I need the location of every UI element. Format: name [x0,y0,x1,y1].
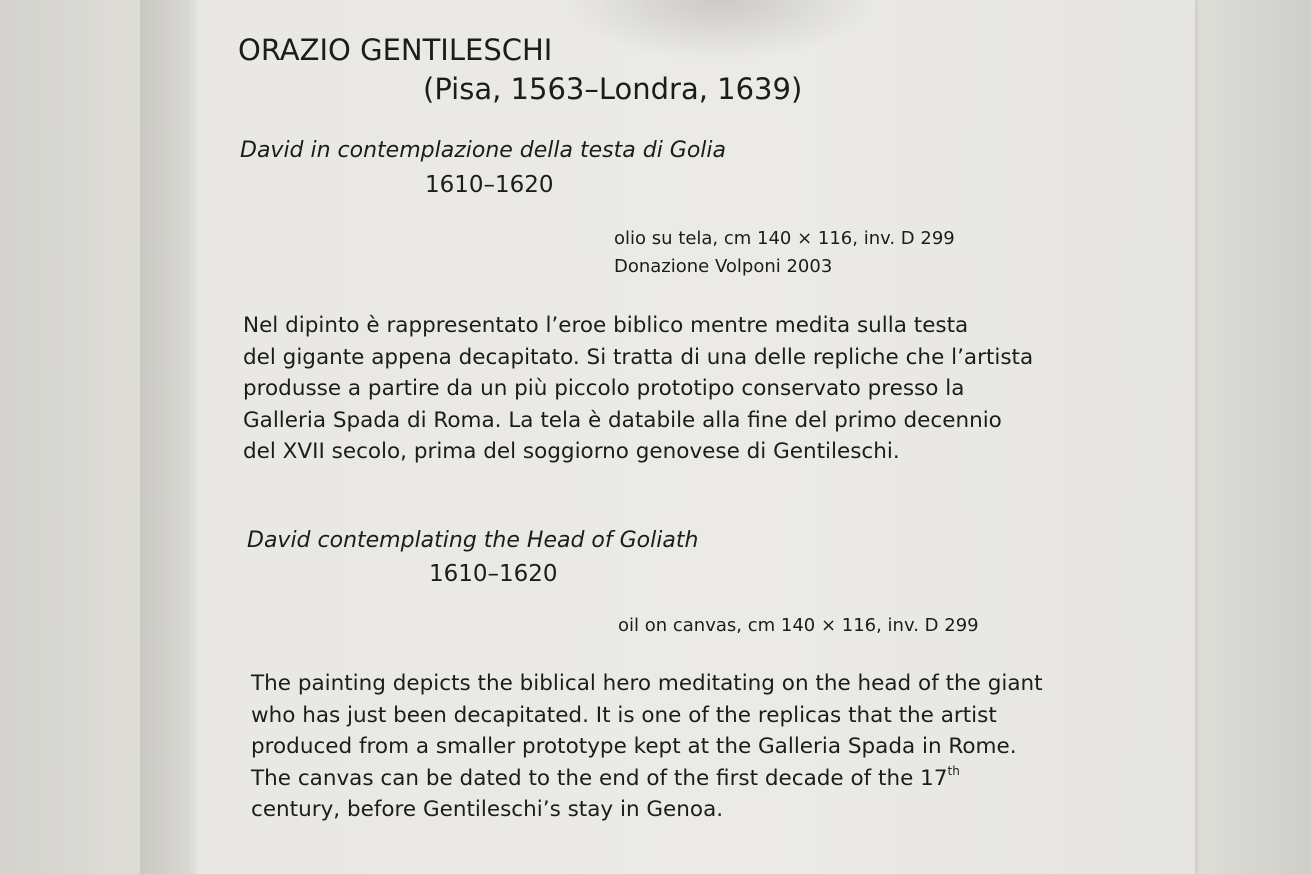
text-line: Galleria Spada di Roma. La tela è databile alla fine del primo decennio [243,407,1002,433]
english-date: 1610–1620 [429,561,558,587]
text-line-main: The canvas can be dated to the end of the first decade of the 17 [251,765,948,791]
italian-provenance: Donazione Volponi 2003 [614,256,833,277]
italian-description [243,310,1033,468]
ordinal-superscript: th [947,763,960,778]
text-line: The painting depicts the biblical hero meditating on the head of the giant [251,671,1043,696]
italian-date: 1610–1620 [425,172,554,198]
italian-medium: olio su tela, cm 140 × 116, inv. D 299 [614,228,955,249]
artist-dates: (Pisa, 1563–Londra, 1639) [423,72,803,106]
text-line: produced from a smaller prototype kept at the Galleria Spada in Rome. [251,734,1017,759]
text-line: del XVII secolo, prima del soggiorno genovese di Gentileschi. [243,439,900,464]
english-medium: oil on canvas, cm 140 × 116, inv. D 299 [618,615,979,636]
english-title: David contemplating the Head of Goliath [247,528,699,553]
text-line: produsse a partire da un più piccolo prototipo conservato presso la [243,376,965,401]
text-line [251,763,1043,795]
artist-name: ORAZIO GENTILESCHI [238,33,553,67]
english-description [251,668,1043,826]
text-line: who has just been decapitated. It is one of the replicas that the artist [251,702,997,728]
italian-title: David in contemplazione della testa di Golia [240,138,727,163]
text-line: del gigante appena decapitato. Si tratta di una delle repliche che l’artista [243,344,1034,370]
text-line: Nel dipinto è rappresentato l’eroe biblico mentre medita sulla testa [243,313,969,338]
text-line: century, before Gentileschi’s stay in Genoa. [251,797,724,822]
